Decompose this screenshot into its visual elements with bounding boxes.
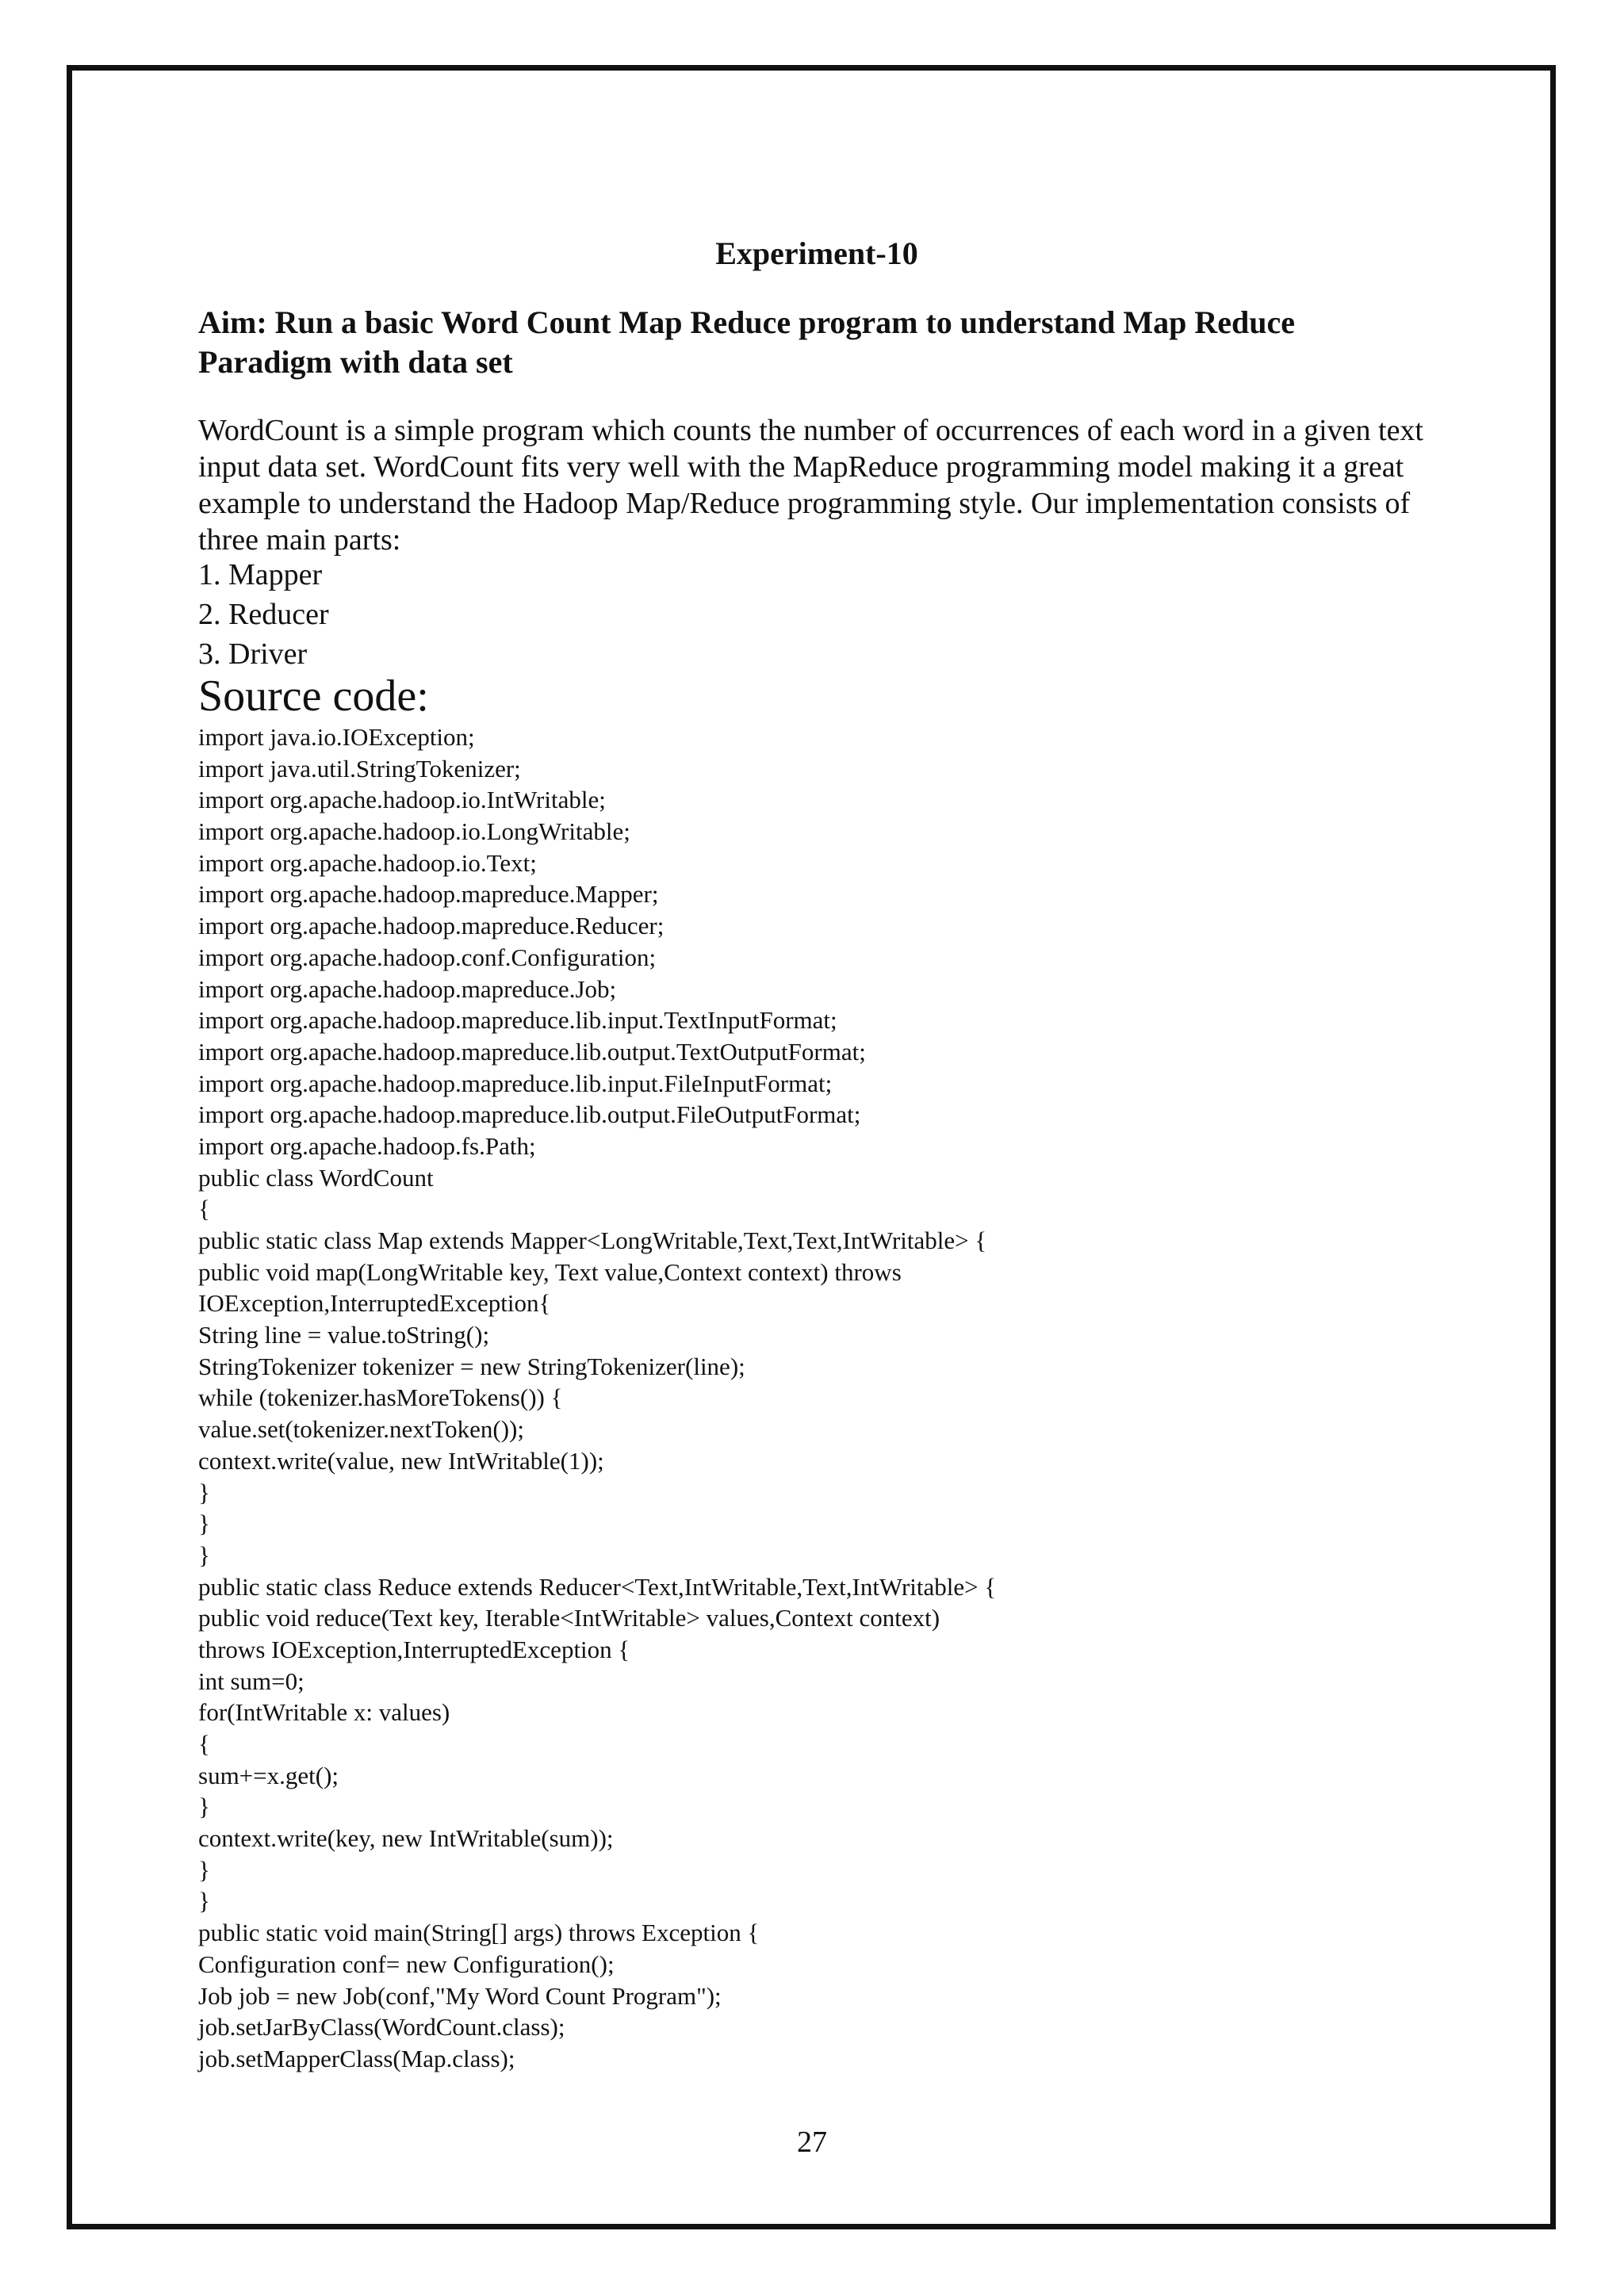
code-line: context.write(value, new IntWritable(1)); <box>198 1446 604 1475</box>
code-line: import org.apache.hadoop.mapreduce.lib.output.FileOutputFormat; <box>198 1100 861 1129</box>
code-line: import org.apache.hadoop.mapreduce.Job; <box>198 974 617 1003</box>
code-line: } <box>198 1855 210 1884</box>
code-line: public static class Map extends Mapper<LongWritable,Text,Text,IntWritable> { <box>198 1226 987 1254</box>
code-line: while (tokenizer.hasMoreTokens()) { <box>198 1383 563 1412</box>
parts-list-item: 3. Driver <box>198 637 308 671</box>
code-line: public static class Reduce extends Reducer<Text,IntWritable,Text,IntWritable> { <box>198 1572 997 1601</box>
code-line: sum+=x.get(); <box>198 1761 339 1789</box>
code-line: import org.apache.hadoop.mapreduce.lib.input.TextInputFormat; <box>198 1006 837 1035</box>
code-line: { <box>198 1195 210 1223</box>
code-line: value.set(tokenizer.nextToken()); <box>198 1415 524 1444</box>
code-line: public void map(LongWritable key, Text value,Context context) throws <box>198 1257 902 1286</box>
page-number: 27 <box>797 2126 827 2159</box>
parts-list-item: 2. Reducer <box>198 598 329 631</box>
code-line: public void reduce(Text key, Iterable<IntWritable> values,Context context) <box>198 1604 940 1632</box>
parts-list <box>198 555 329 674</box>
code-line: } <box>198 1887 210 1915</box>
code-line: String line = value.toString(); <box>198 1321 490 1349</box>
code-line: import org.apache.hadoop.io.Text; <box>198 848 537 877</box>
code-line: public class WordCount <box>198 1163 434 1192</box>
code-line: job.setJarByClass(WordCount.class); <box>198 2013 565 2042</box>
code-line: import java.util.StringTokenizer; <box>198 754 521 783</box>
parts-list-item: 1. Mapper <box>198 558 323 591</box>
code-line: } <box>198 1793 210 1821</box>
code-line: import org.apache.hadoop.mapreduce.lib.output.TextOutputFormat; <box>198 1037 866 1066</box>
source-code-block <box>198 721 996 2075</box>
code-line: import org.apache.hadoop.fs.Path; <box>198 1131 536 1160</box>
code-line: for(IntWritable x: values) <box>198 1698 450 1727</box>
code-line: job.setMapperClass(Map.class); <box>198 2044 515 2072</box>
code-line: Job job = new Job(conf,"My Word Count Program"); <box>198 1981 722 2010</box>
code-line: } <box>198 1540 210 1569</box>
code-line: Configuration conf= new Configuration(); <box>198 1950 615 1978</box>
code-line: StringTokenizer tokenizer = new StringTokenizer(line); <box>198 1352 745 1380</box>
code-line: import org.apache.hadoop.mapreduce.Mapper; <box>198 880 659 909</box>
intro-paragraph: WordCount is a simple program which counts the number of occurrences of each word in a given text input data set. WordCount fits very well with the MapReduce programming model making it a great example to understand the Hadoop Map/Reduce programming style. Our implementation consists of three main parts: <box>198 414 1423 557</box>
code-line: import org.apache.hadoop.mapreduce.lib.input.FileInputFormat; <box>198 1069 833 1097</box>
code-line: import java.io.IOException; <box>198 723 475 751</box>
code-line: context.write(key, new IntWritable(sum)); <box>198 1824 614 1853</box>
code-line: import org.apache.hadoop.io.LongWritable; <box>198 817 630 846</box>
code-line: } <box>198 1478 210 1506</box>
experiment-title: Experiment-10 <box>715 235 918 271</box>
code-line: int sum=0; <box>198 1667 304 1695</box>
code-line: IOException,InterruptedException{ <box>198 1289 551 1318</box>
aim-statement: Aim: Run a basic Word Count Map Reduce program to understand Map Reduce Paradigm with data set <box>198 304 1296 380</box>
code-line: { <box>198 1730 210 1758</box>
source-code-heading: Source code: <box>198 672 429 721</box>
code-line: import org.apache.hadoop.mapreduce.Reducer; <box>198 912 665 940</box>
code-line: } <box>198 1510 210 1538</box>
code-line: import org.apache.hadoop.io.IntWritable; <box>198 786 606 814</box>
code-line: throws IOException,InterruptedException { <box>198 1635 630 1663</box>
code-line: import org.apache.hadoop.conf.Configuration; <box>198 943 657 971</box>
code-line: public static void main(String[] args) throws Exception { <box>198 1919 760 1947</box>
